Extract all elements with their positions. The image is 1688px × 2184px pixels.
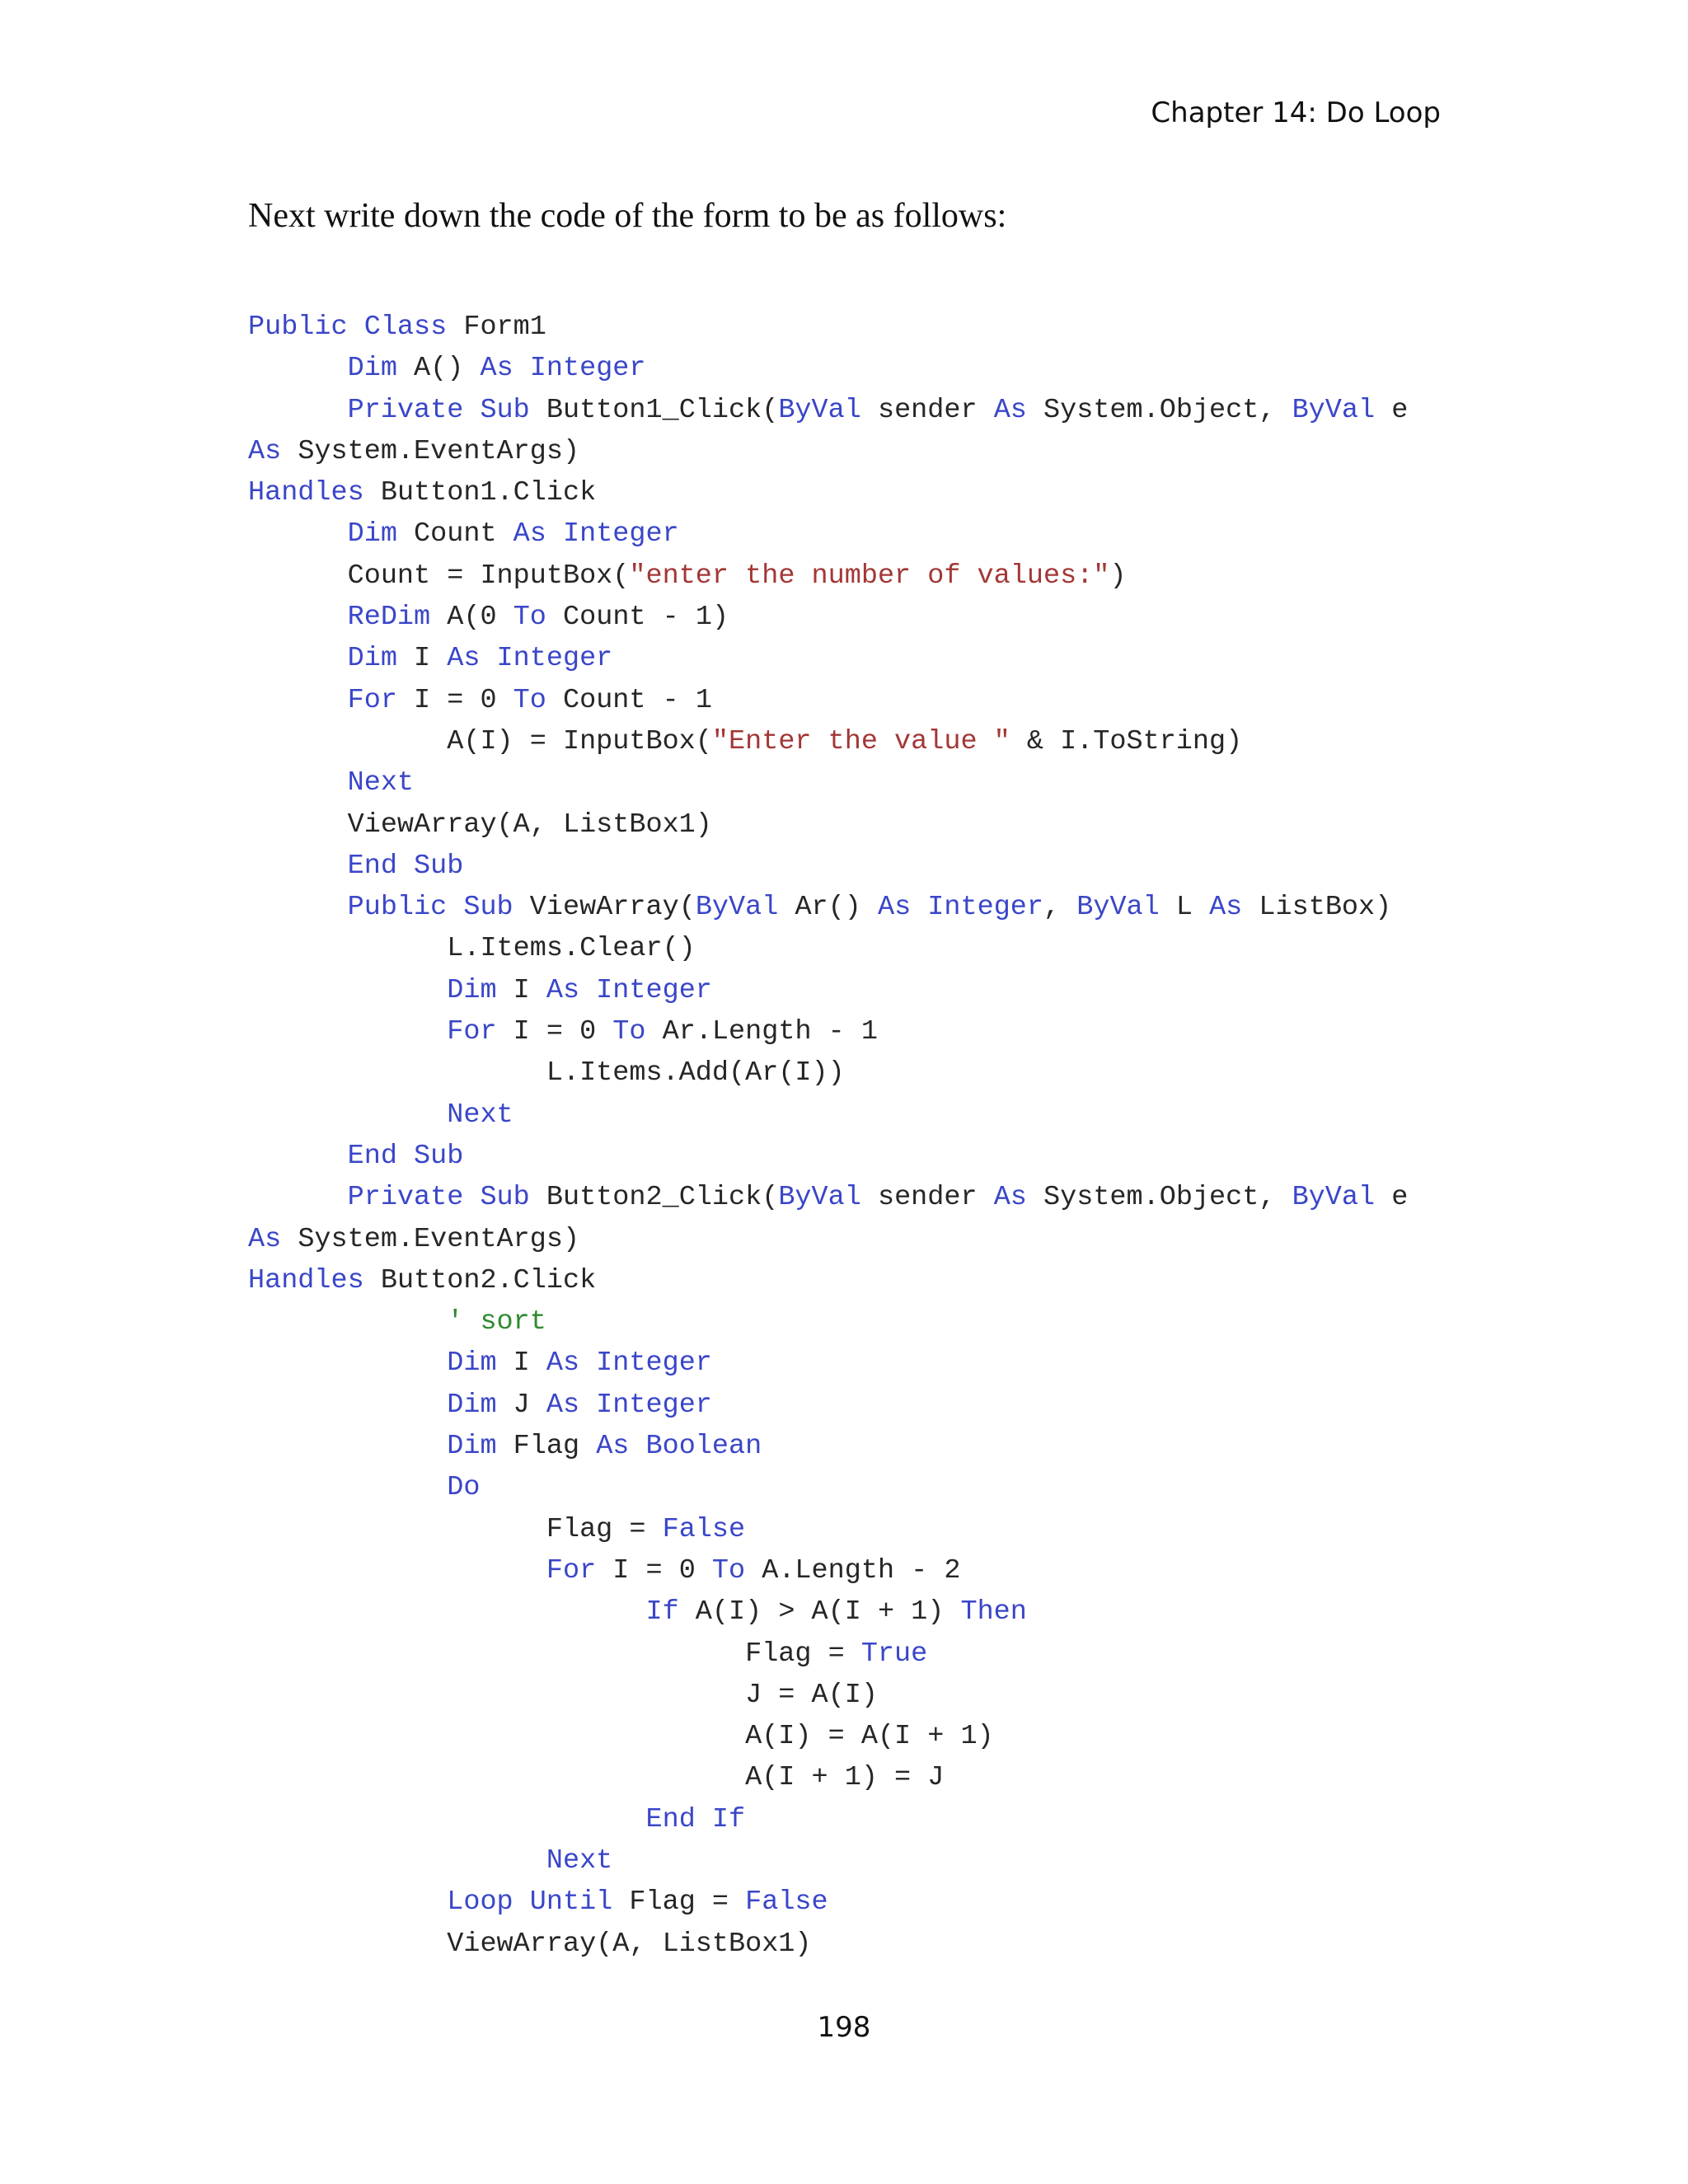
code-text: Flag =: [248, 1638, 861, 1670]
code-line: [248, 1260, 1567, 1301]
code-text: Button2.Click: [363, 1264, 597, 1296]
code-string: "Enter the value ": [711, 725, 1010, 757]
code-text: A(I) = A(I + 1): [248, 1721, 994, 1753]
code-line: [248, 1011, 1567, 1052]
code-keyword: As Integer: [447, 643, 613, 675]
code-keyword: Next: [546, 1844, 613, 1877]
code-line: [248, 1385, 1567, 1426]
code-line: [248, 1757, 1567, 1798]
code-line: [248, 307, 1567, 348]
code-keyword: As: [1209, 892, 1243, 924]
code-text: Ar(): [778, 892, 878, 924]
code-text: I = 0: [396, 684, 513, 716]
code-keyword: Do: [447, 1472, 481, 1504]
code-keyword: As Boolean: [596, 1431, 762, 1463]
code-line: [248, 1052, 1567, 1094]
code-listing: [248, 307, 1567, 1965]
code-keyword: To: [711, 1554, 746, 1586]
code-keyword: ByVal: [778, 1182, 861, 1214]
code-text: [248, 1472, 447, 1503]
code-text: [248, 1596, 645, 1628]
code-text: & I.ToString): [1010, 725, 1243, 757]
code-line: [248, 1301, 1567, 1343]
code-keyword: Next: [347, 767, 415, 799]
code-keyword: Then: [960, 1596, 1027, 1629]
code-line: [248, 804, 1567, 846]
code-text: [248, 1555, 546, 1586]
code-keyword: To: [612, 1016, 646, 1048]
chapter-header: Chapter 14: Do Loop: [1151, 96, 1441, 129]
code-line: [248, 1633, 1567, 1675]
code-string: "enter the number of values:": [629, 560, 1110, 592]
code-text: A(0: [430, 602, 513, 634]
code-keyword: ByVal: [695, 892, 779, 924]
code-line: [248, 1591, 1567, 1633]
code-text: System.Object,: [1026, 394, 1292, 426]
code-keyword: Loop Until: [447, 1886, 613, 1919]
code-line: [248, 1343, 1567, 1384]
code-text: L.Items.Clear(): [248, 933, 696, 965]
code-text: I = 0: [496, 1016, 613, 1048]
code-keyword: ByVal: [1292, 1182, 1376, 1214]
code-keyword: Dim: [347, 518, 397, 551]
code-keyword: True: [860, 1638, 928, 1670]
code-text: ,: [1043, 892, 1077, 924]
code-keyword: Dim: [447, 1347, 497, 1380]
code-text: J: [496, 1389, 546, 1421]
code-keyword: End Sub: [347, 850, 464, 882]
code-text: Count - 1: [546, 684, 712, 716]
code-keyword: Handles: [248, 477, 364, 509]
code-text: Button1_Click(: [529, 394, 779, 426]
code-keyword: False: [662, 1513, 746, 1545]
code-text: [248, 685, 348, 716]
code-keyword: ReDim: [347, 602, 431, 634]
code-text: System.Object,: [1026, 1182, 1292, 1214]
code-line: [248, 1467, 1567, 1508]
code-line: [248, 1840, 1567, 1882]
code-keyword: If: [645, 1596, 679, 1629]
code-text: Count = InputBox(: [248, 560, 630, 592]
code-text: [248, 1804, 645, 1835]
code-keyword: Next: [447, 1099, 513, 1131]
code-keyword: End Sub: [347, 1140, 464, 1172]
code-line: [248, 887, 1567, 928]
code-text: A.Length - 2: [745, 1554, 961, 1586]
code-line: [248, 1094, 1567, 1136]
code-line: [248, 928, 1567, 969]
code-text: I: [496, 974, 546, 1006]
code-text: [248, 975, 447, 1006]
code-keyword: False: [745, 1886, 828, 1919]
code-text: [248, 1306, 447, 1338]
code-line: [248, 597, 1567, 638]
code-keyword: To: [513, 684, 546, 716]
code-text: ListBox): [1242, 892, 1392, 924]
code-text: System.EventArgs): [281, 1223, 580, 1255]
code-text: sender: [860, 394, 994, 426]
code-text: I = 0: [596, 1554, 712, 1586]
code-text: [248, 395, 348, 426]
code-keyword: Dim: [447, 974, 497, 1006]
code-text: [248, 1390, 447, 1421]
code-text: e: [1375, 1182, 1409, 1214]
code-keyword: For: [447, 1016, 497, 1048]
code-line: [248, 762, 1567, 804]
code-line: [248, 555, 1567, 597]
code-text: Form1: [447, 312, 546, 343]
code-text: Count: [396, 518, 513, 551]
code-line: [248, 680, 1567, 721]
code-keyword: As: [248, 1223, 282, 1255]
code-keyword: Dim: [447, 1431, 497, 1463]
code-text: Flag: [496, 1431, 597, 1463]
code-line: [248, 431, 1567, 472]
code-line: [248, 721, 1567, 762]
code-keyword: Private Sub: [347, 394, 530, 426]
code-text: Flag =: [612, 1886, 746, 1919]
code-text: [248, 1886, 447, 1918]
code-keyword: As Integer: [546, 1389, 712, 1421]
code-line: [248, 1924, 1567, 1965]
code-text: I: [496, 1347, 546, 1380]
code-text: [248, 1431, 447, 1462]
code-text: ViewArray(: [513, 892, 696, 924]
code-text: [248, 851, 348, 882]
code-text: [248, 1099, 447, 1131]
code-text: Flag =: [248, 1513, 663, 1545]
code-keyword: As Integer: [513, 518, 679, 551]
code-keyword: As Integer: [877, 892, 1044, 924]
code-keyword: For: [347, 684, 397, 716]
code-text: [248, 892, 348, 923]
code-keyword: Dim: [347, 353, 397, 385]
code-keyword: As: [248, 435, 282, 467]
code-keyword: As: [993, 1182, 1027, 1214]
page-number: 198: [817, 2011, 871, 2044]
code-text: ViewArray(A, ListBox1): [248, 808, 712, 841]
code-text: [248, 1141, 348, 1172]
code-line: [248, 348, 1567, 389]
code-text: Count - 1): [546, 602, 729, 634]
code-text: [248, 1347, 447, 1379]
code-text: Ar.Length - 1: [645, 1016, 878, 1048]
code-line: [248, 390, 1567, 431]
code-text: A(): [396, 353, 481, 385]
code-line: [248, 638, 1567, 679]
code-keyword: ByVal: [1076, 892, 1160, 924]
code-line: [248, 846, 1567, 887]
code-text: A(I + 1) = J: [248, 1762, 945, 1794]
code-line: [248, 1136, 1567, 1177]
code-text: L: [1159, 892, 1210, 924]
code-text: System.EventArgs): [281, 435, 580, 467]
code-text: Button2_Click(: [529, 1182, 779, 1214]
code-text: A(I) > A(I + 1): [678, 1596, 961, 1629]
code-text: I: [396, 643, 448, 675]
code-line: [248, 1219, 1567, 1260]
intro-paragraph: Next write down the code of the form to be as follows:: [248, 197, 1007, 235]
code-text: L.Items.Add(Ar(I)): [248, 1057, 845, 1090]
code-text: J = A(I): [248, 1679, 878, 1711]
code-line: [248, 1716, 1567, 1757]
code-text: A(I) = InputBox(: [248, 725, 712, 757]
code-keyword: Public Sub: [347, 892, 513, 924]
code-keyword: To: [513, 602, 546, 634]
code-line: [248, 472, 1567, 513]
code-line: [248, 1426, 1567, 1467]
code-text: [248, 767, 348, 799]
code-line: [248, 970, 1567, 1011]
code-line: [248, 1799, 1567, 1840]
code-text: [248, 518, 348, 550]
code-line: [248, 1675, 1567, 1716]
code-text: e: [1375, 394, 1409, 426]
code-keyword: Handles: [248, 1264, 364, 1296]
code-keyword: Public Class: [248, 312, 448, 343]
code-keyword: Dim: [447, 1389, 497, 1421]
code-keyword: For: [546, 1554, 597, 1586]
code-keyword: Private Sub: [347, 1182, 530, 1214]
code-text: ViewArray(A, ListBox1): [248, 1928, 812, 1960]
code-line: [248, 1509, 1567, 1550]
code-text: [248, 353, 348, 384]
code-keyword: End If: [645, 1803, 746, 1835]
code-line: [248, 1550, 1567, 1591]
code-text: [248, 1016, 447, 1047]
code-text: [248, 1845, 546, 1877]
code-line: [248, 1882, 1567, 1923]
code-keyword: As Integer: [546, 974, 712, 1006]
code-text: [248, 602, 348, 633]
code-text: [248, 643, 348, 674]
code-keyword: As: [993, 394, 1027, 426]
code-line: [248, 513, 1567, 555]
code-keyword: ByVal: [778, 394, 861, 426]
code-text: Button1.Click: [363, 477, 597, 509]
code-text: sender: [860, 1182, 994, 1214]
code-keyword: As Integer: [480, 353, 646, 385]
code-text: ): [1109, 560, 1127, 592]
code-keyword: Dim: [347, 643, 397, 675]
code-line: [248, 1177, 1567, 1218]
code-comment: ' sort: [447, 1306, 546, 1338]
code-keyword: ByVal: [1292, 394, 1376, 426]
code-keyword: As Integer: [546, 1347, 712, 1380]
code-text: [248, 1182, 348, 1213]
